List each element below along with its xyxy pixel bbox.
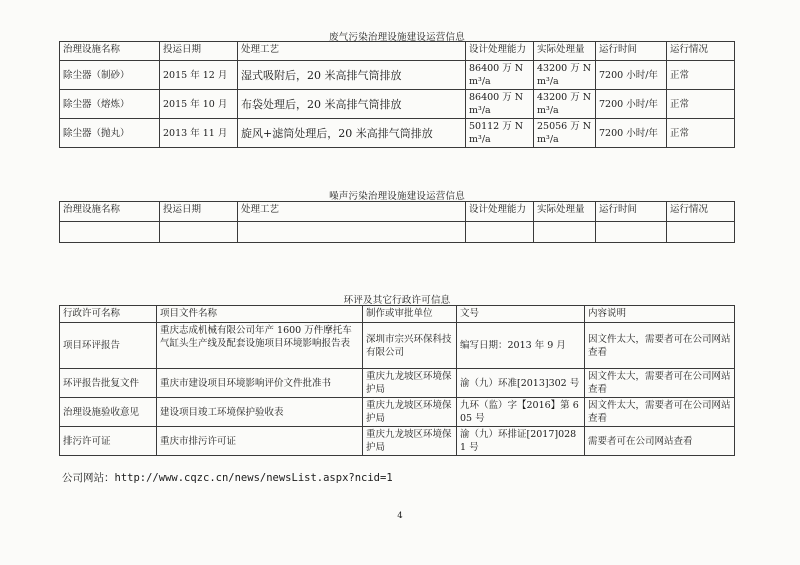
exhaust-header-row	[60, 42, 735, 61]
table-row	[60, 61, 735, 90]
table-cell: 环评报告批复文件	[60, 369, 157, 398]
header-cell: 行政许可名称	[60, 306, 157, 323]
table-cell	[596, 222, 667, 243]
header-cell: 内容说明	[585, 306, 735, 323]
table-cell: 湿式吸附后，20 米高排气筒排放	[238, 61, 466, 90]
table-cell: 九环（监）字【2016】第 605 号	[457, 398, 585, 427]
table-cell: 86400 万 Nm³/a	[466, 61, 534, 90]
header-cell: 实际处理量	[534, 202, 596, 222]
table-cell: 布袋处理后，20 米高排气筒排放	[238, 90, 466, 119]
table-cell: 除尘器（熔炼）	[60, 90, 160, 119]
table-cell: 重庆市建设项目环境影响评价文件批准书	[157, 369, 363, 398]
table-cell: 正常	[667, 90, 735, 119]
table-row	[60, 90, 735, 119]
header-cell: 项目文件名称	[157, 306, 363, 323]
table-cell: 重庆九龙坡区环境保护局	[363, 398, 457, 427]
table-cell	[160, 222, 238, 243]
table-cell: 43200 万 Nm³/a	[534, 61, 596, 90]
header-cell: 治理设施名称	[60, 202, 160, 222]
noise-header-row	[60, 202, 735, 222]
table-cell	[466, 222, 534, 243]
table-row	[60, 222, 735, 243]
header-cell: 处理工艺	[238, 202, 466, 222]
table-cell	[667, 222, 735, 243]
table-cell: 渝（九）环排证[2017]0281 号	[457, 427, 585, 456]
table-cell	[238, 222, 466, 243]
header-cell: 治理设施名称	[60, 42, 160, 61]
noise-table-title: 噪声污染治理设施建设运营信息	[329, 191, 465, 202]
table-cell: 渝（九）环准[2013]302 号	[457, 369, 585, 398]
header-cell: 运行情况	[667, 42, 735, 61]
header-cell: 制作或审批单位	[363, 306, 457, 323]
table-cell: 重庆九龙坡区环境保护局	[363, 369, 457, 398]
exhaust-table-title: 废气污染治理设施建设运营信息	[329, 32, 465, 43]
table-cell	[534, 222, 596, 243]
table-cell: 因文件太大，需要者可在公司网站查看	[585, 369, 735, 398]
table-cell: 旋风+滤筒处理后，20 米高排气筒排放	[238, 119, 466, 148]
permits-table	[59, 305, 735, 456]
table-row	[60, 398, 735, 427]
website-label: 公司网站：	[62, 472, 115, 484]
table-cell: 重庆市排污许可证	[157, 427, 363, 456]
header-cell: 投运日期	[160, 202, 238, 222]
table-cell	[60, 222, 160, 243]
header-cell: 设计处理能力	[466, 42, 534, 61]
header-cell: 文号	[457, 306, 585, 323]
page-number: 4	[397, 511, 403, 521]
noise-table	[59, 201, 735, 243]
table-cell: 重庆九龙坡区环境保护局	[363, 427, 457, 456]
table-cell: 因文件太大，需要者可在公司网站查看	[585, 398, 735, 427]
exhaust-table	[59, 41, 735, 148]
header-cell: 投运日期	[160, 42, 238, 61]
table-row	[60, 369, 735, 398]
company-website-line	[62, 470, 393, 485]
table-cell: 正常	[667, 119, 735, 148]
permits-header-row	[60, 306, 735, 323]
table-cell: 项目环评报告	[60, 323, 157, 369]
table-cell: 2015 年 12 月	[160, 61, 238, 90]
table-cell: 7200 小时/年	[596, 61, 667, 90]
table-cell: 25056 万 Nm³/a	[534, 119, 596, 148]
table-cell: 86400 万 Nm³/a	[466, 90, 534, 119]
table-cell: 43200 万 Nm³/a	[534, 90, 596, 119]
table-cell: 排污许可证	[60, 427, 157, 456]
table-cell: 因文件太大，需要者可在公司网站查看	[585, 323, 735, 369]
table-row	[60, 427, 735, 456]
table-cell: 编写日期：2013 年 9 月	[457, 323, 585, 369]
header-cell: 设计处理能力	[466, 202, 534, 222]
table-cell: 7200 小时/年	[596, 90, 667, 119]
website-url: http://www.cqzc.cn/news/newsList.aspx?ncid=1	[114, 472, 393, 484]
header-cell: 运行时间	[596, 202, 667, 222]
header-cell: 运行时间	[596, 42, 667, 61]
table-cell: 7200 小时/年	[596, 119, 667, 148]
table-cell: 除尘器（抛丸）	[60, 119, 160, 148]
table-cell: 治理设施验收意见	[60, 398, 157, 427]
table-cell: 建设项目竣工环境保护验收表	[157, 398, 363, 427]
table-row	[60, 119, 735, 148]
table-cell: 50112 万 Nm³/a	[466, 119, 534, 148]
header-cell: 处理工艺	[238, 42, 466, 61]
header-cell: 实际处理量	[534, 42, 596, 61]
table-row	[60, 323, 735, 369]
table-cell: 2015 年 10 月	[160, 90, 238, 119]
table-cell: 深圳市宗兴环保科技有限公司	[363, 323, 457, 369]
permits-table-title: 环评及其它行政许可信息	[343, 295, 451, 306]
table-cell: 正常	[667, 61, 735, 90]
table-cell: 除尘器（制砂）	[60, 61, 160, 90]
table-cell: 重庆志成机械有限公司年产 1600 万件摩托车气缸头生产线及配套设施项目环境影响报告表	[157, 323, 363, 369]
table-cell: 2013 年 11 月	[160, 119, 238, 148]
table-cell: 需要者可在公司网站查看	[585, 427, 735, 456]
header-cell: 运行情况	[667, 202, 735, 222]
